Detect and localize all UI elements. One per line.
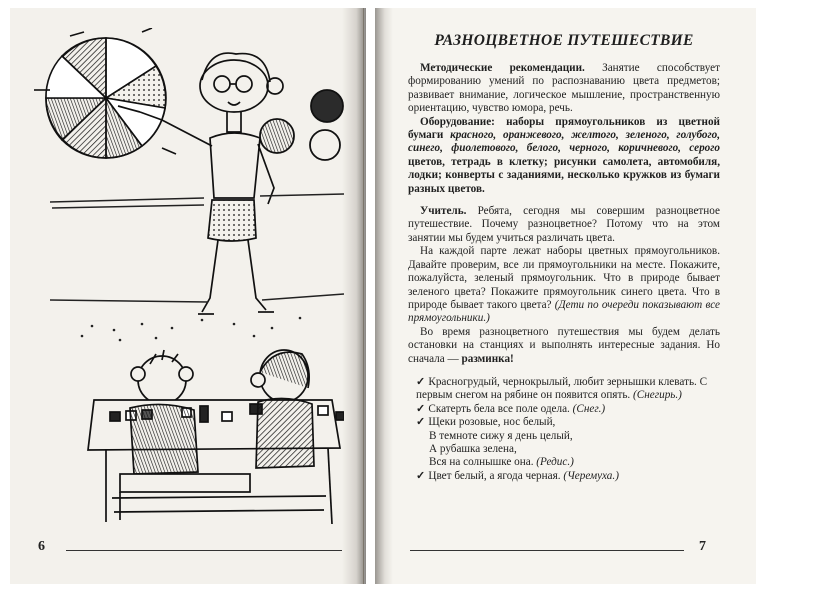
riddle-answer: (Редис.)	[536, 456, 574, 469]
equipment-label: Оборудование:	[420, 115, 495, 128]
riddle-item	[416, 403, 720, 416]
footer-rule-right	[410, 550, 684, 551]
left-page-gutter-shadow	[342, 8, 366, 584]
riddle-line	[416, 456, 720, 469]
warmup-label: разминка!	[461, 352, 514, 365]
riddle-text: Красногрудый, чернокрылый, любит зернышки клевать. С первым снегом на рябине он появится опять.	[416, 375, 708, 402]
equipment-colors: красного, оранжевого, желтого, зеленого, голубого, синего, фиолетового, белого, черного, коричневого, серого	[408, 129, 720, 155]
riddle-text: Цвет белый, а ягода черная.	[428, 469, 564, 482]
journey-text: Во время разноцветного путешествия мы будем делать остановки на станциях и выполнять интересные задания. Но сначала —	[408, 325, 720, 365]
riddle-answer: (Снег.)	[572, 402, 606, 415]
lesson-text	[408, 32, 720, 483]
page-number-right: 7	[699, 539, 706, 554]
riddle-answer: (Снегирь.)	[633, 389, 682, 402]
teacher-label: Учитель.	[420, 205, 467, 218]
rectangles-note: (Дети по очереди показывают все прямоугольники.)	[408, 298, 720, 325]
teacher-paragraph	[408, 205, 720, 245]
circles-drawing	[260, 90, 343, 160]
riddle-item	[416, 416, 720, 429]
rectangles-paragraph	[408, 245, 720, 325]
color-wheel-drawing	[34, 28, 176, 158]
riddle-item	[416, 376, 720, 403]
checkmark-icon: ✓	[416, 402, 426, 415]
lesson-title: РАЗНОЦВЕТНОЕ ПУТЕШЕСТВИЕ	[434, 32, 694, 49]
journey-paragraph	[408, 326, 720, 366]
floor-dots	[81, 317, 302, 342]
riddle-answer: (Черемуха.)	[563, 469, 619, 482]
riddle-line: В темноте сижу я день целый,	[429, 429, 573, 442]
left-page	[10, 8, 364, 584]
riddle-item	[416, 470, 720, 483]
methods-paragraph	[408, 62, 720, 116]
right-page-gutter-shadow	[375, 8, 393, 584]
riddle-text: Скатерть бела все поле одела.	[428, 402, 573, 415]
pupils-desk-drawing	[88, 350, 344, 524]
open-book	[10, 8, 756, 584]
riddles-list	[408, 376, 720, 483]
checkmark-icon: ✓	[416, 416, 426, 429]
methods-label: Методические рекомендации.	[420, 62, 585, 74]
equipment-paragraph	[408, 116, 720, 196]
checkmark-icon: ✓	[416, 469, 426, 482]
page-number-left: 6	[38, 539, 45, 554]
board-lines	[50, 194, 344, 302]
equipment-text-start: наборы прямоугольников из цветной бумаги	[408, 115, 720, 142]
classroom-illustration	[22, 28, 344, 528]
footer-rule-left	[66, 550, 342, 551]
riddle-line: Щеки розовые, нос белый,	[428, 416, 556, 429]
riddle-text: Вся на солнышке она.	[429, 456, 537, 469]
equipment-text-end: цветов, тетрадь в клетку; рисунки самолета, автомобиля, лодки; конверты с заданиями, несколько кружков из бумаги разных цветов.	[408, 155, 720, 195]
rectangles-text: На каждой парте лежат наборы цветных прямоугольников. Давайте проверим, все ли прямоугольники на месте. Покажите, пожалуйста, зеленый прямоугольник. Что в природе бывает зеленого цвета? Покажите прямоугольник синего цвета. Что в природе бывает такого цвета?	[408, 245, 720, 311]
methods-text: Занятие способствует формированию умений по распознаванию цвета предметов; развивает внимание, логическое мышление, пространственную ориентацию, чувство юмора, речь.	[408, 62, 720, 115]
riddle-line: А рубашка зелена,	[429, 442, 517, 455]
spacer	[408, 196, 720, 205]
teacher-text: Ребята, сегодня мы совершим разноцветное путешествие. Почему разноцветное? Потому что на этом занятии мы будем учиться различать цвета.	[408, 205, 720, 244]
checkmark-icon: ✓	[416, 375, 426, 388]
